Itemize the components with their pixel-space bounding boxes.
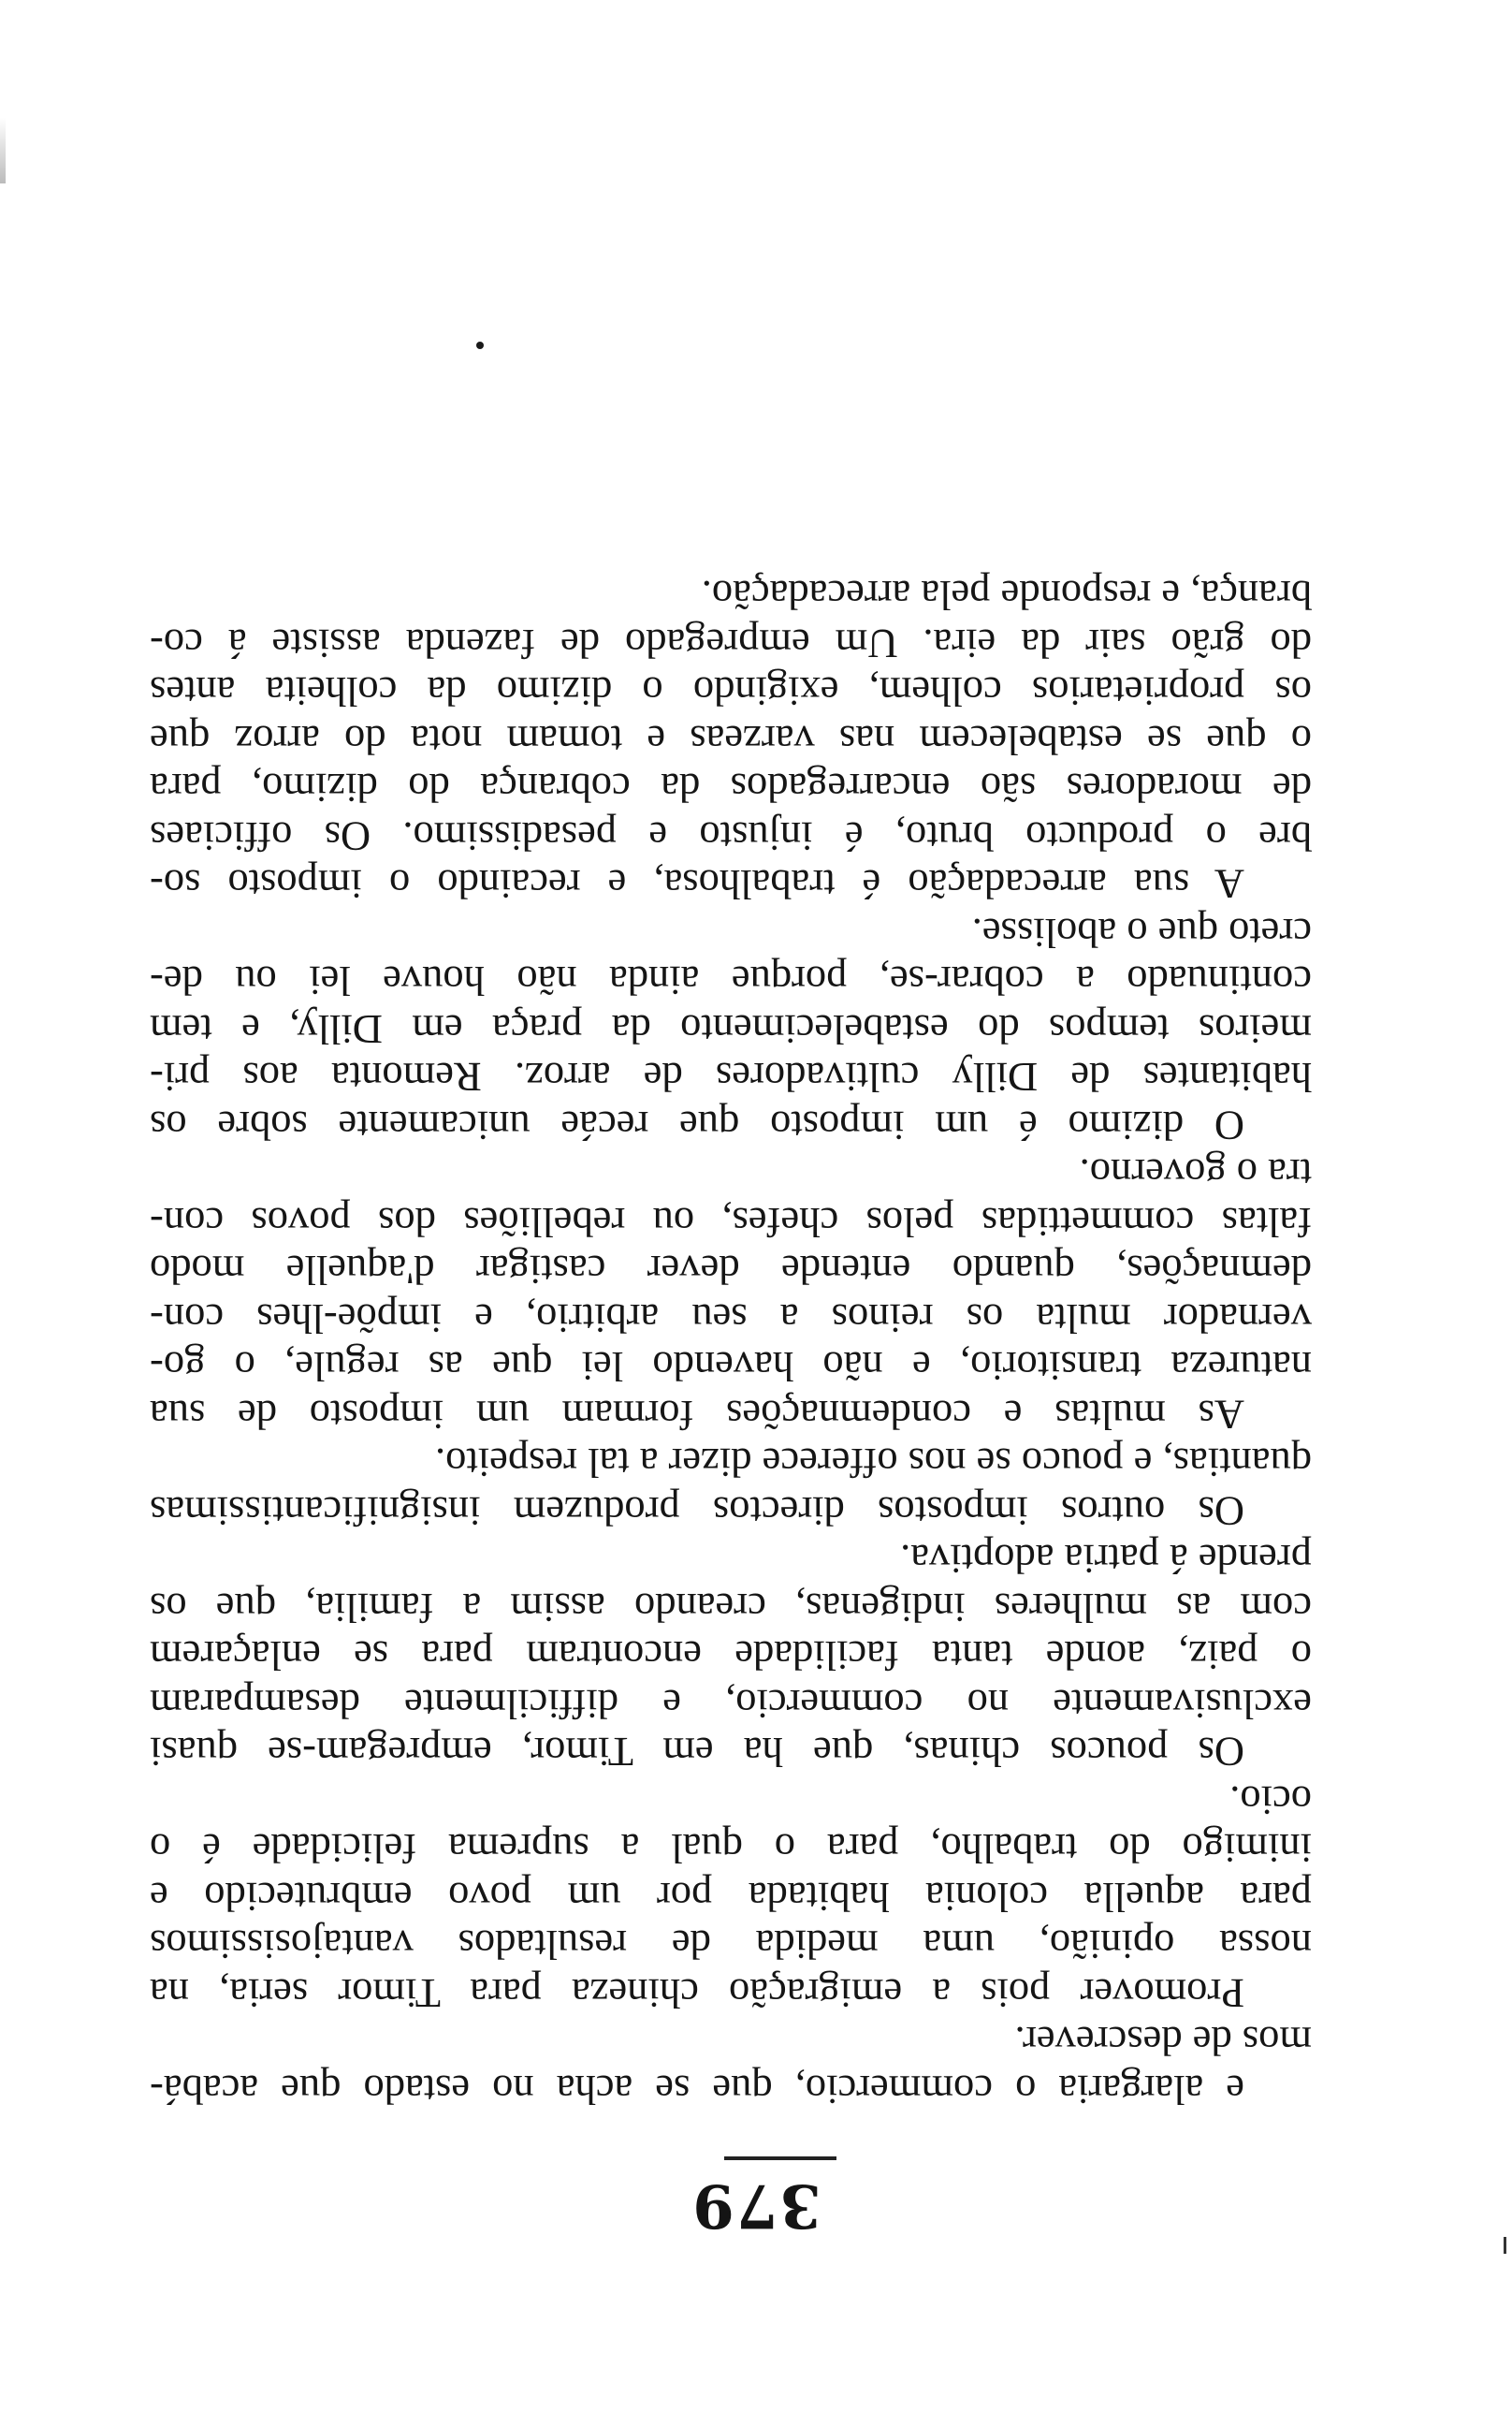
text-line: quantias, e pouco se nos offerece dizer a tal respeito.: [435, 1439, 1312, 1487]
text-line: o que se estabelecem nas varzeas e tomam nota do arroz que: [150, 717, 1312, 764]
text-line: Os poucos chinas, que ha em Timor, empregam-se quasi: [150, 1729, 1244, 1776]
text-line: creto que o abolisse.: [971, 910, 1312, 957]
text-line: faltas commettidas pelos chefes, ou rebelliões dos povos con-: [150, 1199, 1312, 1246]
text-line: o paiz, aonde tanta facilidade encontram para se enlaçarem: [150, 1632, 1312, 1680]
text-line: vernador multa os reinos a seu arbitrio, e impõe-lhes con-: [150, 1295, 1312, 1342]
text-line: nossa opinião, uma medida de resultados vantajosissimos: [150, 1921, 1312, 1969]
ink-dot: [476, 342, 484, 349]
scan-edge-shadow: [0, 118, 6, 183]
text-line: habitantes de Dilly cultivadores de arroz. Remonta aos pri-: [150, 1054, 1312, 1102]
page-number-rule: [724, 2156, 836, 2160]
text-line: meiros tempos do estabelecimento da praça em Dilly, e tem: [150, 1006, 1312, 1053]
text-line: As multas e condemnações formam um imposto de sua: [150, 1392, 1244, 1439]
text-line: A sua arrecadação é trabalhosa, e recaindo o imposto so-: [150, 861, 1244, 909]
text-line: demnações, quando entende dever castigar d'aquelle modo: [150, 1247, 1312, 1294]
text-body: [150, 571, 1312, 2113]
text-line: prende á patria adoptiva.: [900, 1536, 1312, 1584]
text-line: brança, e responde pela arrecadação.: [701, 572, 1312, 620]
text-line: tra o governo.: [1079, 1150, 1312, 1198]
text-line: do grão sair da eira. Um empregado de fazenda assiste á co-: [150, 621, 1312, 667]
text-line: O dizimo é um imposto que recáe unicamente sobre os: [150, 1103, 1244, 1149]
text-line: Promover pois a emigração chineza para Timor seria, na: [150, 1970, 1244, 2017]
page-number: 379: [691, 2170, 821, 2241]
text-line: e alargaria o commercio, que se acha no estado que acabá-: [150, 2067, 1244, 2113]
text-line: bre o producto bruto, é injusto e pesadissimo. Os officiaes: [150, 813, 1312, 860]
text-line: com as mulheres indigenas, creando assim a familia, que os: [150, 1585, 1312, 1631]
text-line: natureza transitorio, e não havendo lei que as regule, o go-: [150, 1343, 1312, 1391]
text-line: continuado a cobrar-se, porque ainda não houve lei ou de-: [150, 957, 1312, 1005]
text-line: Os outros impostos directos produzem insignificantissimas: [150, 1488, 1244, 1535]
text-line: mos de descrever.: [1014, 2018, 1312, 2066]
text-line: inimigo do trabalho, para o qual a suprema felicidade é o: [150, 1825, 1312, 1873]
text-line: exclusivamente no commercio, e difficilmente desamparam: [150, 1681, 1312, 1728]
scan-edge-mark: [1504, 2237, 1506, 2254]
text-line: para aquella colonia habitada por um povo embrutecido e: [150, 1874, 1312, 1921]
text-line: ocio.: [1229, 1777, 1312, 1824]
text-line: de moradores são encarregados da cobrança do dizimo, para: [150, 765, 1312, 812]
text-line: os proprietarios colhem, exigindo o dizimo da colheita antes: [150, 668, 1312, 716]
